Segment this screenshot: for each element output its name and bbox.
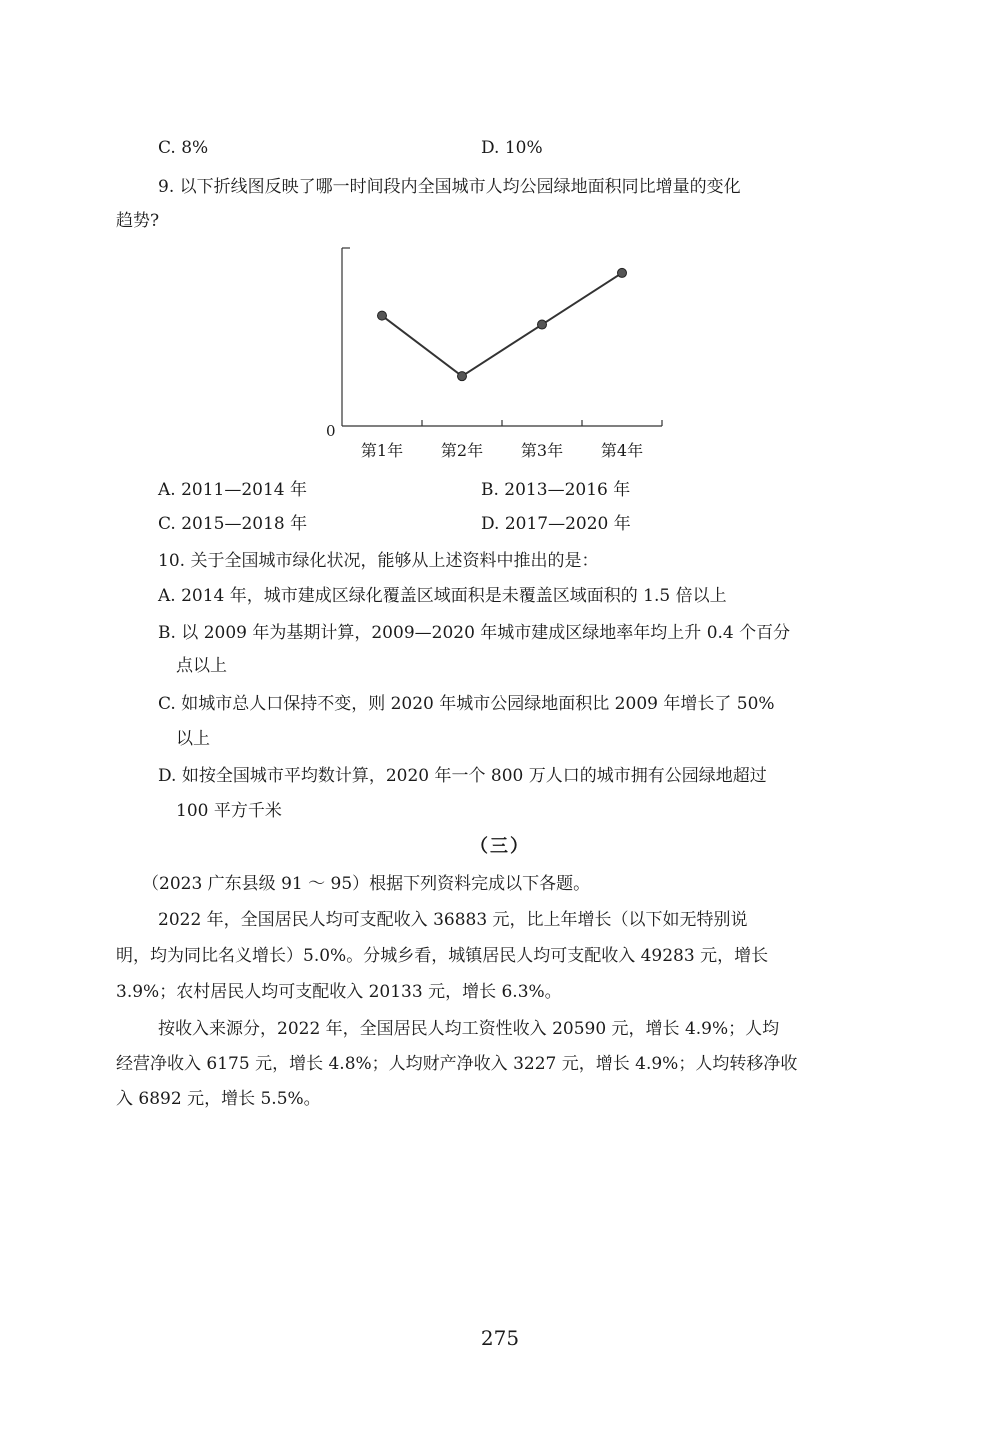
q10-option-b: B. 以 2009 年为基期计算，2009—2020 年城市建成区绿地率年均上升 0.4 个百分 <box>158 623 791 643</box>
q10-option-b-cont: 点以上 <box>176 656 227 676</box>
paragraph-1-line-1: 2022 年，全国居民人均可支配收入 36883 元，比上年增长（以下如无特别说 <box>158 910 748 930</box>
q10-option-a: A. 2014 年，城市建成区绿化覆盖区域面积是未覆盖区域面积的 1.5 倍以上 <box>158 586 727 606</box>
data-point-1 <box>378 311 387 320</box>
line-chart <box>310 238 690 468</box>
paragraph-1-line-3: 3.9%；农村居民人均可支配收入 20133 元，增长 6.3%。 <box>116 982 562 1002</box>
question-9-stem: 9. 以下折线图反映了哪一时间段内全国城市人均公园绿地面积同比增量的变化 <box>158 177 741 197</box>
page-number: 275 <box>480 1326 520 1350</box>
paragraph-2-line-2: 经营净收入 6175 元，增长 4.8%；人均财产净收入 3227 元，增长 4.9%；人均转移净收 <box>116 1054 798 1074</box>
q10-option-c-cont: 以上 <box>176 729 210 749</box>
q10-option-d: D. 如按全国城市平均数计算，2020 年一个 800 万人口的城市拥有公园绿地超过 <box>158 766 767 786</box>
question-10-stem: 10. 关于全国城市绿化状况，能够从上述资料中推出的是： <box>158 551 599 571</box>
q9-option-d: D. 2017—2020 年 <box>481 514 631 534</box>
paragraph-2-line-1: 按收入来源分，2022 年，全国居民人均工资性收入 20590 元，增长 4.9%；人均 <box>158 1019 780 1039</box>
option-c: C. 8% <box>158 138 209 158</box>
paragraph-1-line-2: 明，均为同比名义增长）5.0%。分城乡看，城镇居民人均可支配收入 49283 元，增长 <box>116 946 769 966</box>
x-tick-label: 第3年 <box>520 441 564 460</box>
data-point-2 <box>458 372 467 381</box>
x-tick-label: 第1年 <box>360 441 404 460</box>
q9-option-a: A. 2011—2014 年 <box>158 480 308 500</box>
x-tick-label: 第4年 <box>600 441 644 460</box>
series-line <box>382 273 622 376</box>
data-point-4 <box>618 268 627 277</box>
q9-option-c: C. 2015—2018 年 <box>158 514 308 534</box>
data-point-3 <box>538 320 547 329</box>
y-origin-label: 0 <box>326 422 336 440</box>
option-d: D. 10% <box>481 138 543 158</box>
q10-option-c: C. 如城市总人口保持不变，则 2020 年城市公园绿地面积比 2009 年增长了 50% <box>158 694 775 714</box>
q9-option-b: B. 2013—2016 年 <box>481 480 631 500</box>
x-tick-label: 第2年 <box>440 441 484 460</box>
paragraph-2-line-3: 入 6892 元，增长 5.5%。 <box>116 1089 321 1109</box>
question-9-stem-cont: 趋势? <box>116 211 160 231</box>
q10-option-d-cont: 100 平方千米 <box>176 801 282 821</box>
section-title: （三） <box>470 836 530 857</box>
section-source: （2023 广东县级 91 ～ 95）根据下列资料完成以下各题。 <box>142 874 591 894</box>
